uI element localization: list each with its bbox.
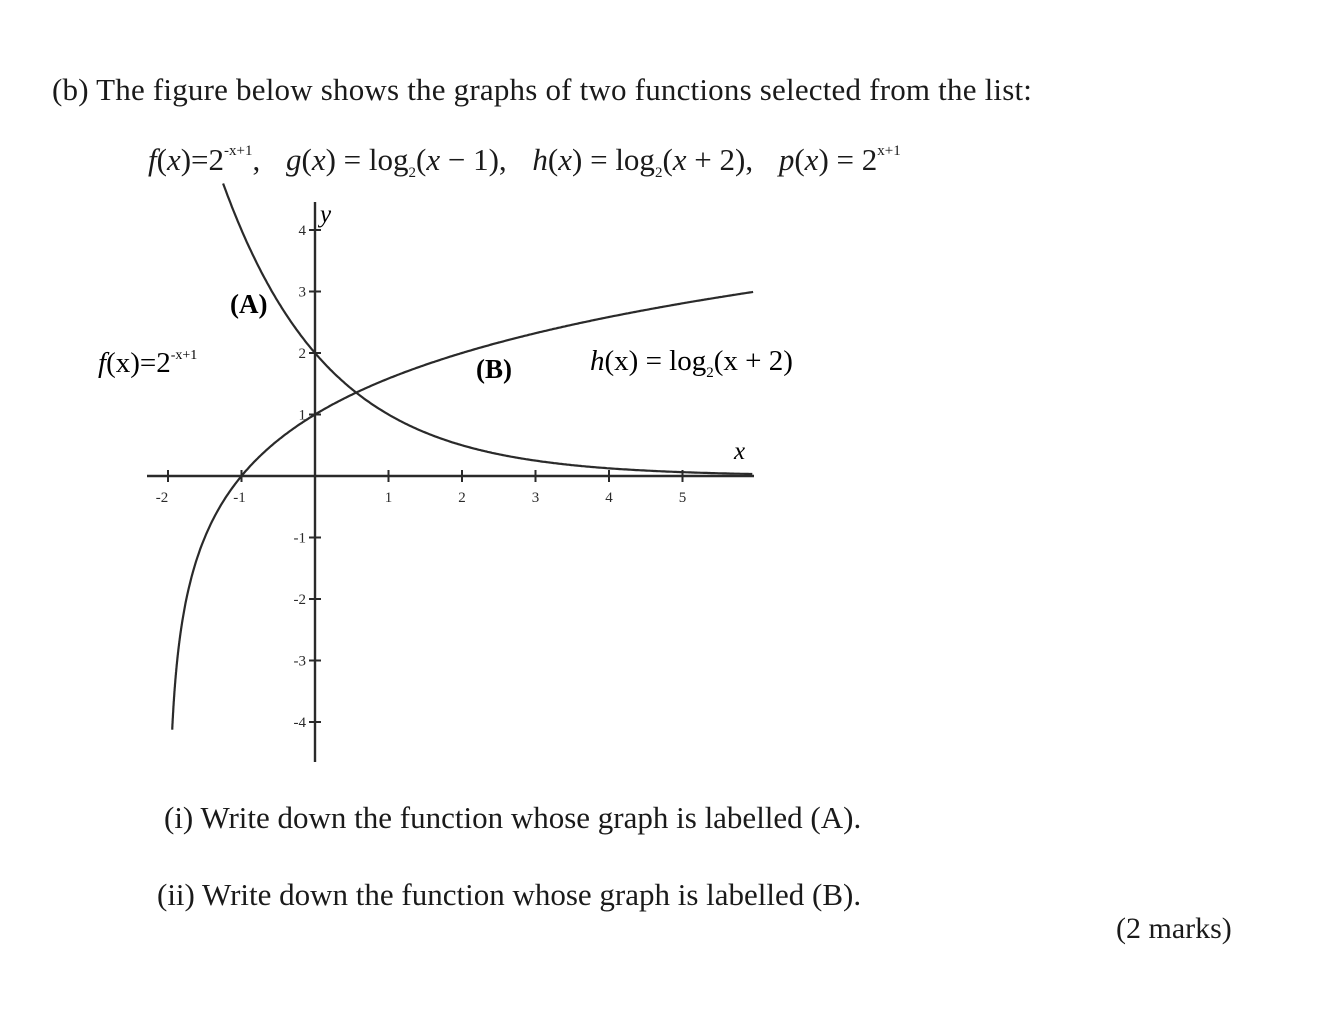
curves (172, 184, 753, 730)
y-tick-label: -3 (293, 653, 306, 670)
h-curve-label: $h(x) = \log_2(x + 2)$ (590, 345, 793, 381)
intro-text: The figure below shows the graphs of two functions selected from the list: (96, 72, 1033, 107)
y-tick-label: -2 (293, 592, 306, 608)
x-tick-label: -1 (233, 490, 246, 506)
question-ii: (ii) Write down the function whose graph is labelled (B). (157, 877, 862, 912)
x-tick-label: 5 (678, 490, 687, 506)
y-tick-label: 1 (298, 407, 306, 424)
y-tick-label: -4 (293, 715, 306, 731)
x-tick-label: -2 (155, 490, 169, 506)
y-tick-label: -1 (293, 530, 306, 547)
function-g: $g(x) = \log_2(x - 1)$ (286, 142, 499, 182)
curve-label-a: (A) (230, 289, 268, 319)
part-label: (b) (52, 72, 89, 107)
x-tick-label: 2 (458, 490, 466, 506)
y-tick-label: 3 (298, 284, 306, 301)
x-tick-label: 1 (384, 490, 393, 506)
function-list: $f(x)=2^{-x+1}$, $g(x) = \log_2(x - 1)$, $h(x) = \log_2(x + 2)$, $p(x) = 2^{x+1}$ (148, 142, 901, 182)
y-tick-label: 4 (298, 223, 306, 239)
function-h: $h(x) = \log_2(x + 2)$ (532, 142, 746, 182)
curve-label-b: (B) (476, 354, 512, 384)
marks-label: (2 marks) (1116, 912, 1232, 945)
y-axis-label: y (320, 201, 332, 228)
x-tick-label: 3 (531, 490, 540, 506)
function-f: $f(x)=2^{-x+1}$ (148, 142, 253, 177)
x-tick-label: 4 (605, 490, 613, 506)
x-axis-label: x (734, 438, 746, 465)
question-i: (i) Write down the function whose graph is labelled (A). (164, 800, 862, 835)
f-curve-label: $f(x)=2^{-x+1}$ (98, 347, 198, 379)
y-tick-label: 2 (298, 346, 306, 362)
function-p: $p(x) = 2^{x+1}$ (778, 142, 901, 177)
